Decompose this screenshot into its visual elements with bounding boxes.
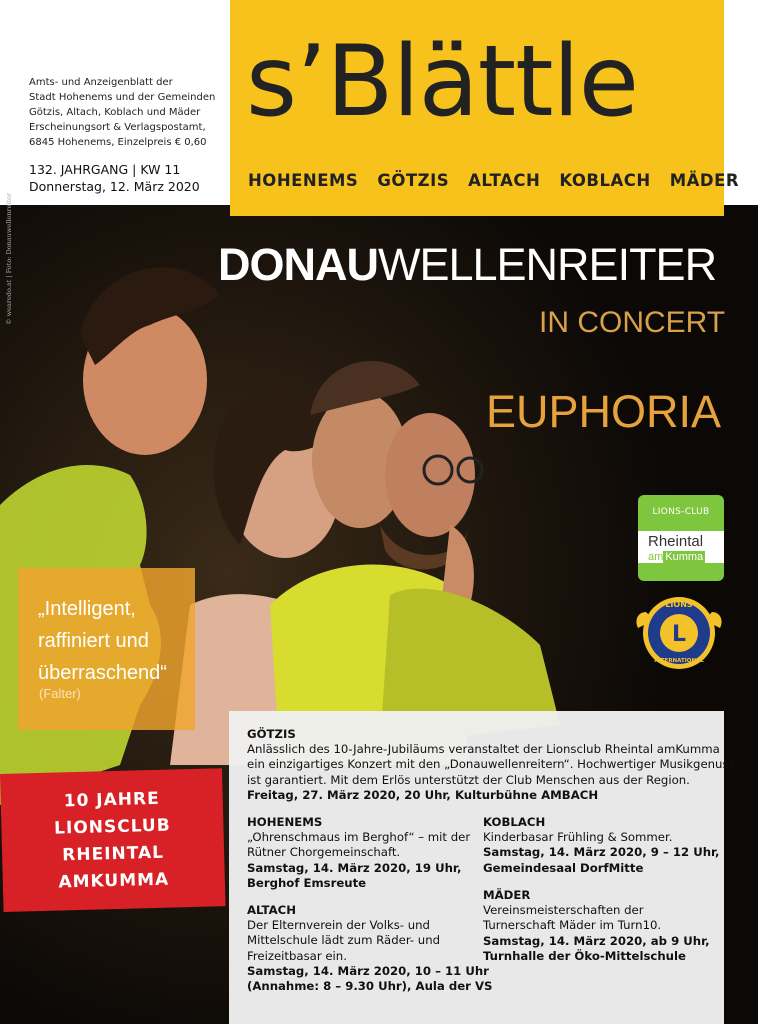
event-date: Freitag, 27. März 2020, 20 Uhr, Kulturbühne AMBACH xyxy=(247,787,599,802)
event-heading: KOBLACH xyxy=(483,815,546,829)
event-text: Vereinsmeisterschaften der xyxy=(483,903,644,918)
lions-international-emblem xyxy=(632,590,726,678)
event-goetzis xyxy=(247,727,735,803)
event-maeder xyxy=(483,888,723,964)
event-date: Samstag, 14. März 2020, 10 – 11 Uhr xyxy=(247,963,489,978)
event-heading: ALTACH xyxy=(247,903,297,917)
logo-name: Rheintal xyxy=(648,533,704,550)
band-title-bold: DONAU xyxy=(218,239,378,290)
town-label: MÄDER xyxy=(669,171,740,190)
badge-line: AMKUMMA xyxy=(58,869,170,893)
masthead xyxy=(230,0,740,216)
event-text: Rütner Chorgemeinschaft. xyxy=(247,845,401,860)
concert-subtitle: IN CONCERT xyxy=(539,306,726,339)
town-label: GÖTZIS xyxy=(377,171,450,190)
program-title: EUPHORIA xyxy=(486,386,722,437)
event-hohenems xyxy=(247,815,472,891)
badge-line: LIONSCLUB xyxy=(53,815,171,839)
event-heading: MÄDER xyxy=(483,888,531,902)
event-text: Turnerschaft Mäder im Turn10. xyxy=(483,918,662,933)
quote-text: „Intelligent, raffiniert und überraschend“ xyxy=(38,598,167,684)
event-date: (Annahme: 8 – 9.30 Uhr), Aula der VS xyxy=(247,979,493,994)
info-line: Amts- und Anzeigenblatt der xyxy=(29,77,173,88)
event-text: ein einzigartiges Konzert mit den „Donauwellenreitern“. Hochwertiger Musikgenuss xyxy=(247,757,735,772)
logo-sub: am Kumma xyxy=(648,551,704,563)
photo-credit: © wearedo.at | Foto: Donauwellenreiter xyxy=(5,192,13,325)
date-line: Donnerstag, 12. März 2020 xyxy=(29,179,200,194)
event-text: Kinderbasar Frühling & Sommer. xyxy=(483,830,673,845)
lions-club-logo xyxy=(638,495,724,581)
event-date: Samstag, 14. März 2020, 19 Uhr, xyxy=(247,860,462,875)
band-title xyxy=(218,238,716,292)
band-title-light: WELLENREITER xyxy=(378,239,717,290)
event-text: Freizeitbasar ein. xyxy=(247,948,347,963)
town-label: ALTACH xyxy=(468,171,541,190)
info-line: Stadt Hohenems und der Gemeinden xyxy=(29,92,216,103)
issue-info xyxy=(29,161,200,195)
event-date: Samstag, 14. März 2020, ab 9 Uhr, xyxy=(483,933,710,948)
event-date: Gemeindesaal DorfMitte xyxy=(483,860,644,875)
event-altach xyxy=(247,903,493,994)
emblem-letter: L xyxy=(671,622,687,647)
anniversary-badge xyxy=(0,768,226,912)
quote-box xyxy=(18,568,195,730)
event-date: Samstag, 14. März 2020, 9 – 12 Uhr, xyxy=(483,845,720,860)
event-text: ist garantiert. Mit dem Erlös unterstützt der Club Menschen aus der Region. xyxy=(247,772,690,787)
event-text: Mittelschule lädt zum Räder- und xyxy=(247,933,441,948)
event-heading: HOHENEMS xyxy=(247,815,323,829)
quote-source: (Falter) xyxy=(39,686,81,701)
badge-line: 10 JAHRE xyxy=(63,788,160,812)
town-label: KOBLACH xyxy=(559,171,651,190)
event-text: Der Elternverein der Volks- und xyxy=(247,918,430,933)
town-label: HOHENEMS xyxy=(248,171,359,190)
event-date: Turnhalle der Öko-Mittelschule xyxy=(483,948,686,963)
logo-top-text: LIONS-CLUB xyxy=(652,507,710,517)
event-date: Berghof Emsreute xyxy=(247,875,367,890)
info-line: Götzis, Altach, Koblach und Mäder xyxy=(29,107,201,118)
masthead-towns xyxy=(248,171,739,190)
event-koblach xyxy=(483,815,723,876)
info-line: 6845 Hohenems, Einzelpreis € 0,60 xyxy=(29,137,207,148)
event-heading: GÖTZIS xyxy=(247,727,296,741)
emblem-top-text: LIONS xyxy=(665,600,693,609)
publication-info xyxy=(29,75,219,150)
badge-line: RHEINTAL xyxy=(62,842,165,866)
info-line: Erscheinungsort & Verlagspostamt, xyxy=(29,122,206,133)
masthead-title: s’Blättle xyxy=(246,25,639,139)
emblem-bottom-text: INTERNATIONAL xyxy=(654,658,704,664)
issue-line: 132. JAHRGANG | KW 11 xyxy=(29,162,181,177)
event-text: Anlässlich des 10-Jahre-Jubiläums veranstaltet der Lionsclub Rheintal amKumma xyxy=(247,742,720,757)
event-text: „Ohrenschmaus im Berghof“ – mit der xyxy=(247,830,471,845)
events-panel xyxy=(229,711,735,1024)
